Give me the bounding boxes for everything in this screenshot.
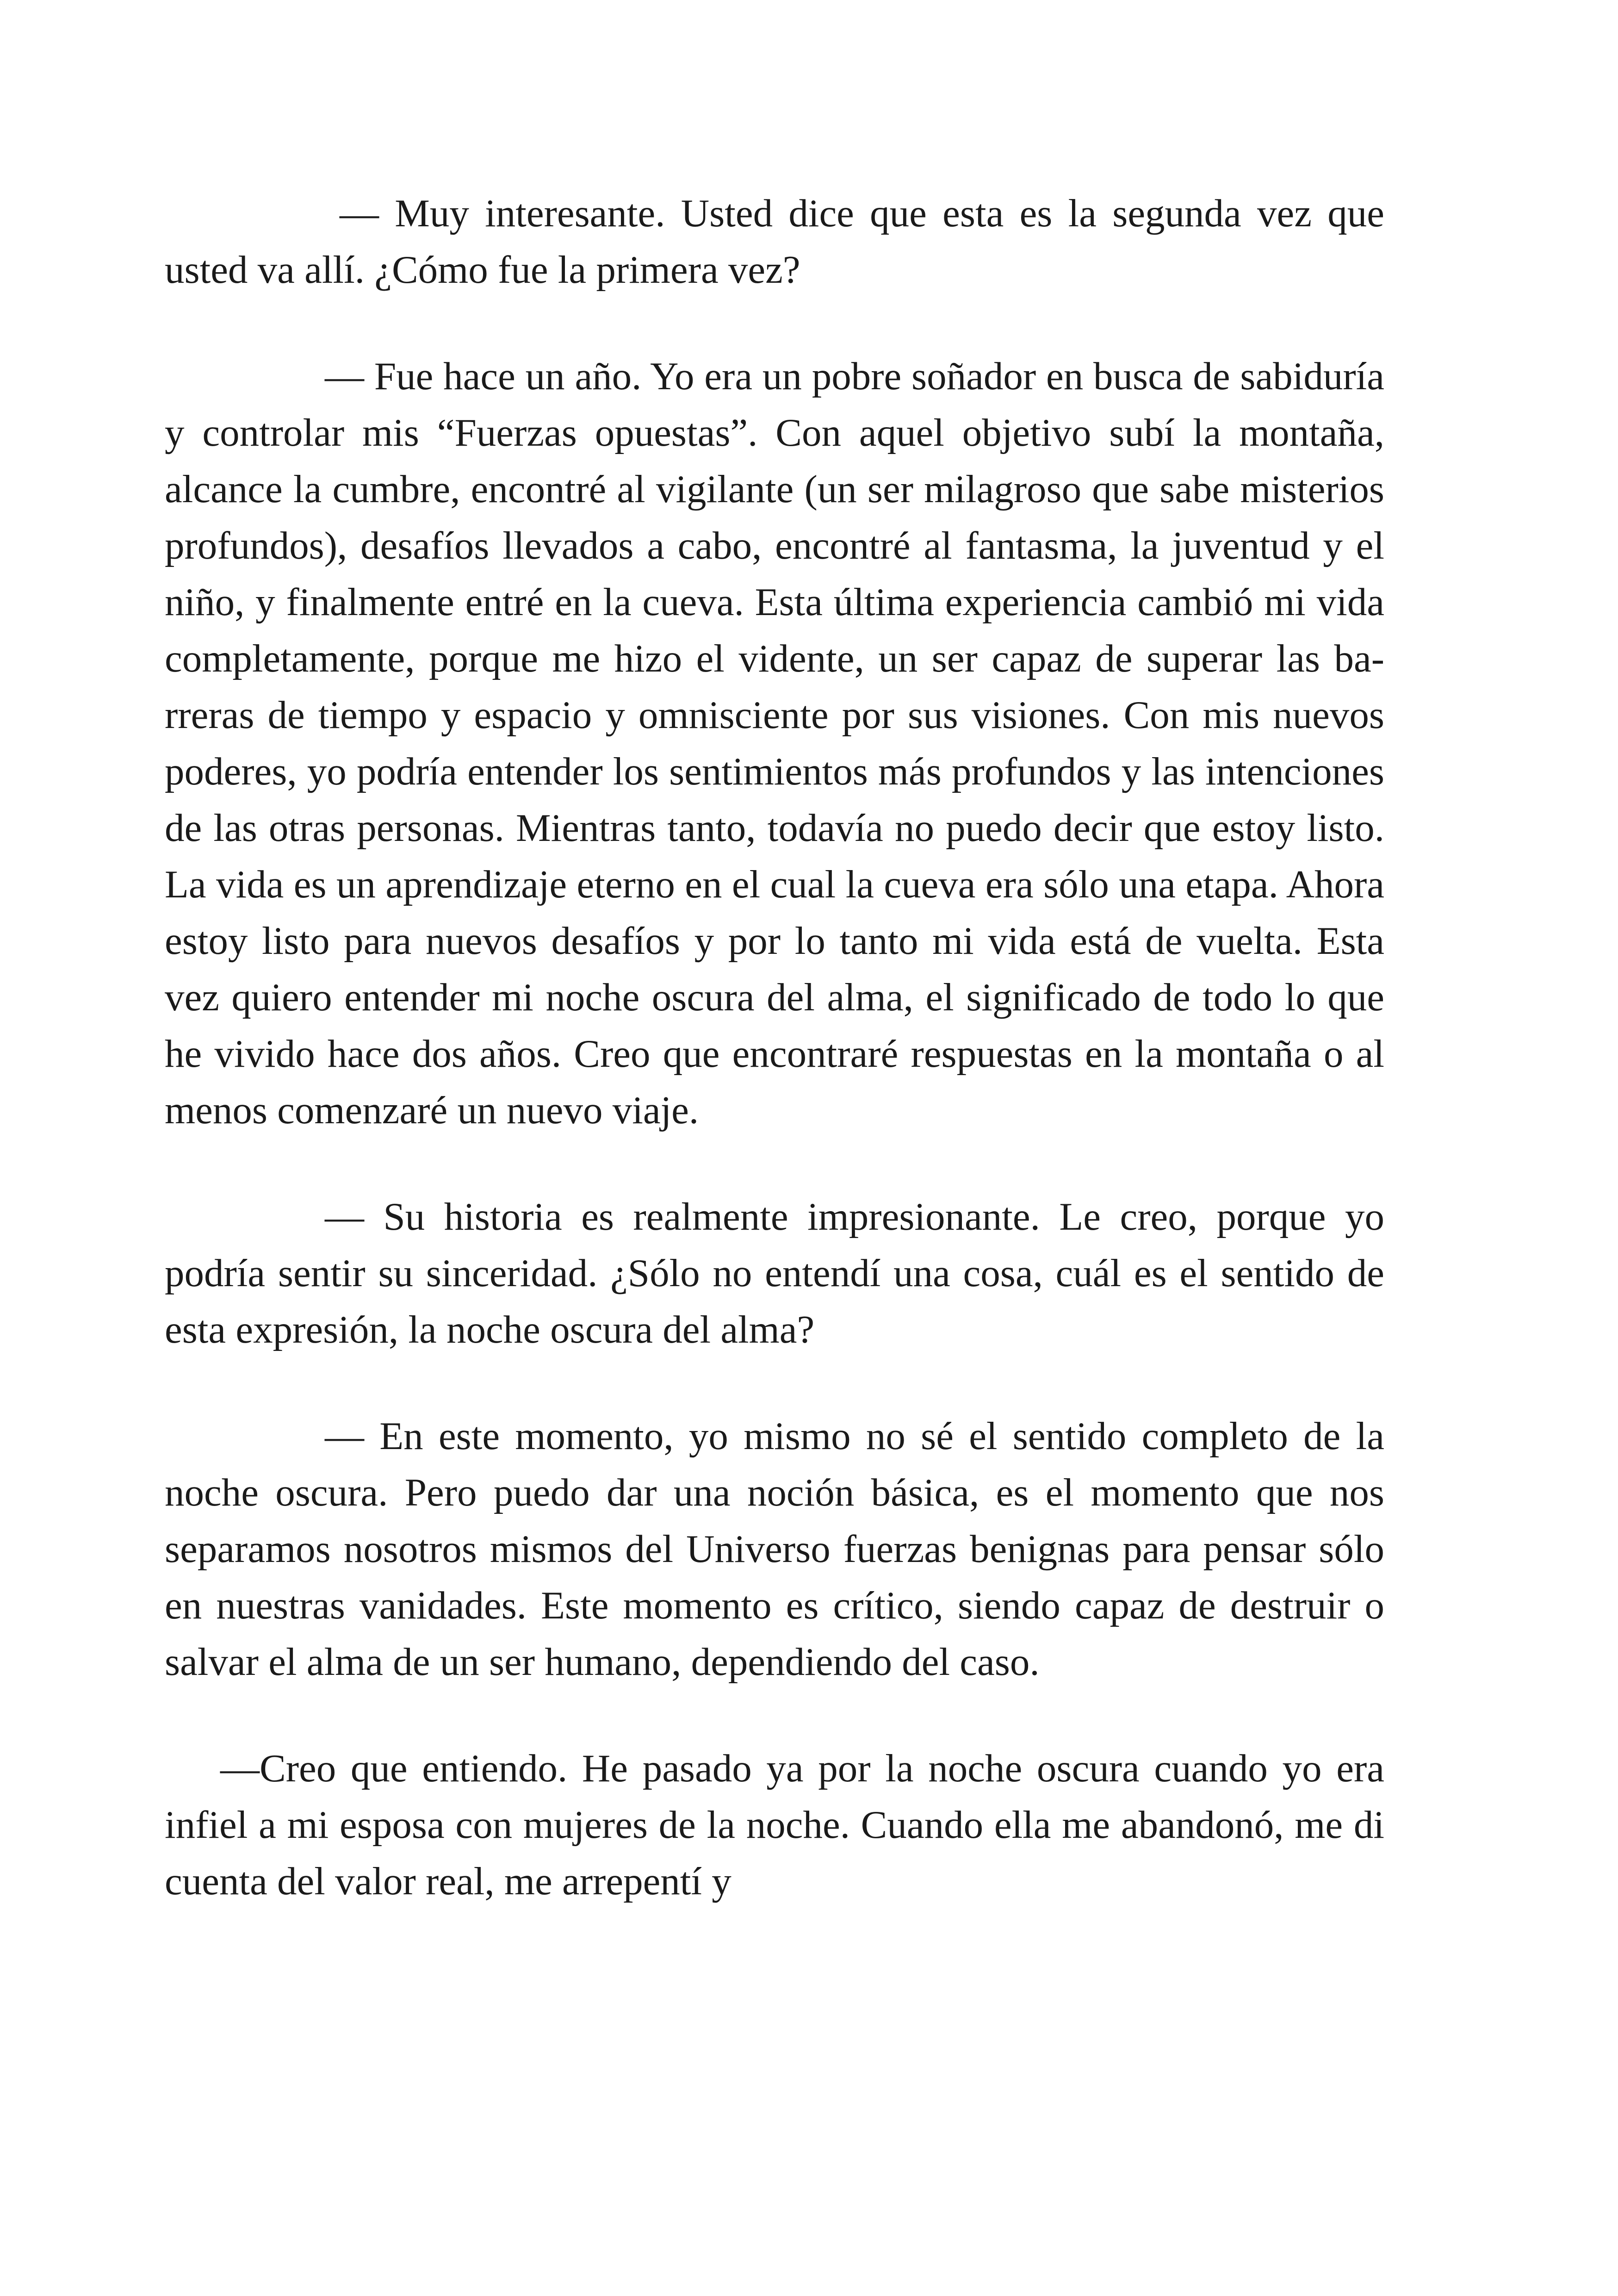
paragraph-5: —Creo que entiendo. He pasado ya por la noche oscura cuando yo era infiel a mi esposa con mujeres de la noche. Cuando ella me abandonó, me di cuenta del valor real, me arrepentí y (165, 1747, 1384, 1903)
paragraph-2: — Fue hace un año. Yo era un pobre soñador en busca de sabiduría y controlar mis “Fuerzas opuestas”. Con aquel objetivo subí la montaña, alcance la cumbre, encontré al vigilante (un ser milagroso que sabe misterios profundos), desafíos llevados a cabo, encontré al fantasma, la juventud y el niño, y finalmente entré en la cueva. Esta última experiencia cambió mi vida completamente, porque me hizo el vidente, un ser capaz de superar las barreras de tiempo y espacio y omnisciente por sus visiones. Con mis nuevos poderes, yo podría entender los sentimientos más profundos y las intenciones de las otras personas. Mientras tanto, todavía no puedo decir que estoy listo. La vida es un aprendizaje eterno en el cual la cueva era sólo una etapa. Ahora estoy listo para nuevos desafíos y por lo tanto mi vida está de vuelta. Esta vez quiero entender mi noche oscura del alma, el significado de todo lo que he vivido hace dos años. Creo que encontraré respuestas en la montaña o al menos comenzaré un nuevo viaje. (165, 355, 1384, 1132)
paragraph-4: — En este momento, yo mismo no sé el sentido completo de la noche oscura. Pero puedo dar una noción básica, es el momento que nos separamos nosotros mismos del Universo fuerzas benignas para pensar sólo en nuestras vanidades. Este momento es crítico, siendo capaz de destruir o salvar el alma de un ser humano, dependiendo del caso. (165, 1414, 1384, 1684)
paragraph-3: — Su historia es realmente impresionante. Le creo, porque yo podría sentir su sinceridad. ¿Sólo no entendí una cosa, cuál es el sentido de esta expresión, la noche oscura del alma? (165, 1195, 1384, 1351)
paragraph-1: — Muy interesante. Usted dice que esta es la segunda vez que usted va allí. ¿Cómo fue la primera vez? (165, 192, 1384, 292)
body-text (165, 185, 1384, 1910)
